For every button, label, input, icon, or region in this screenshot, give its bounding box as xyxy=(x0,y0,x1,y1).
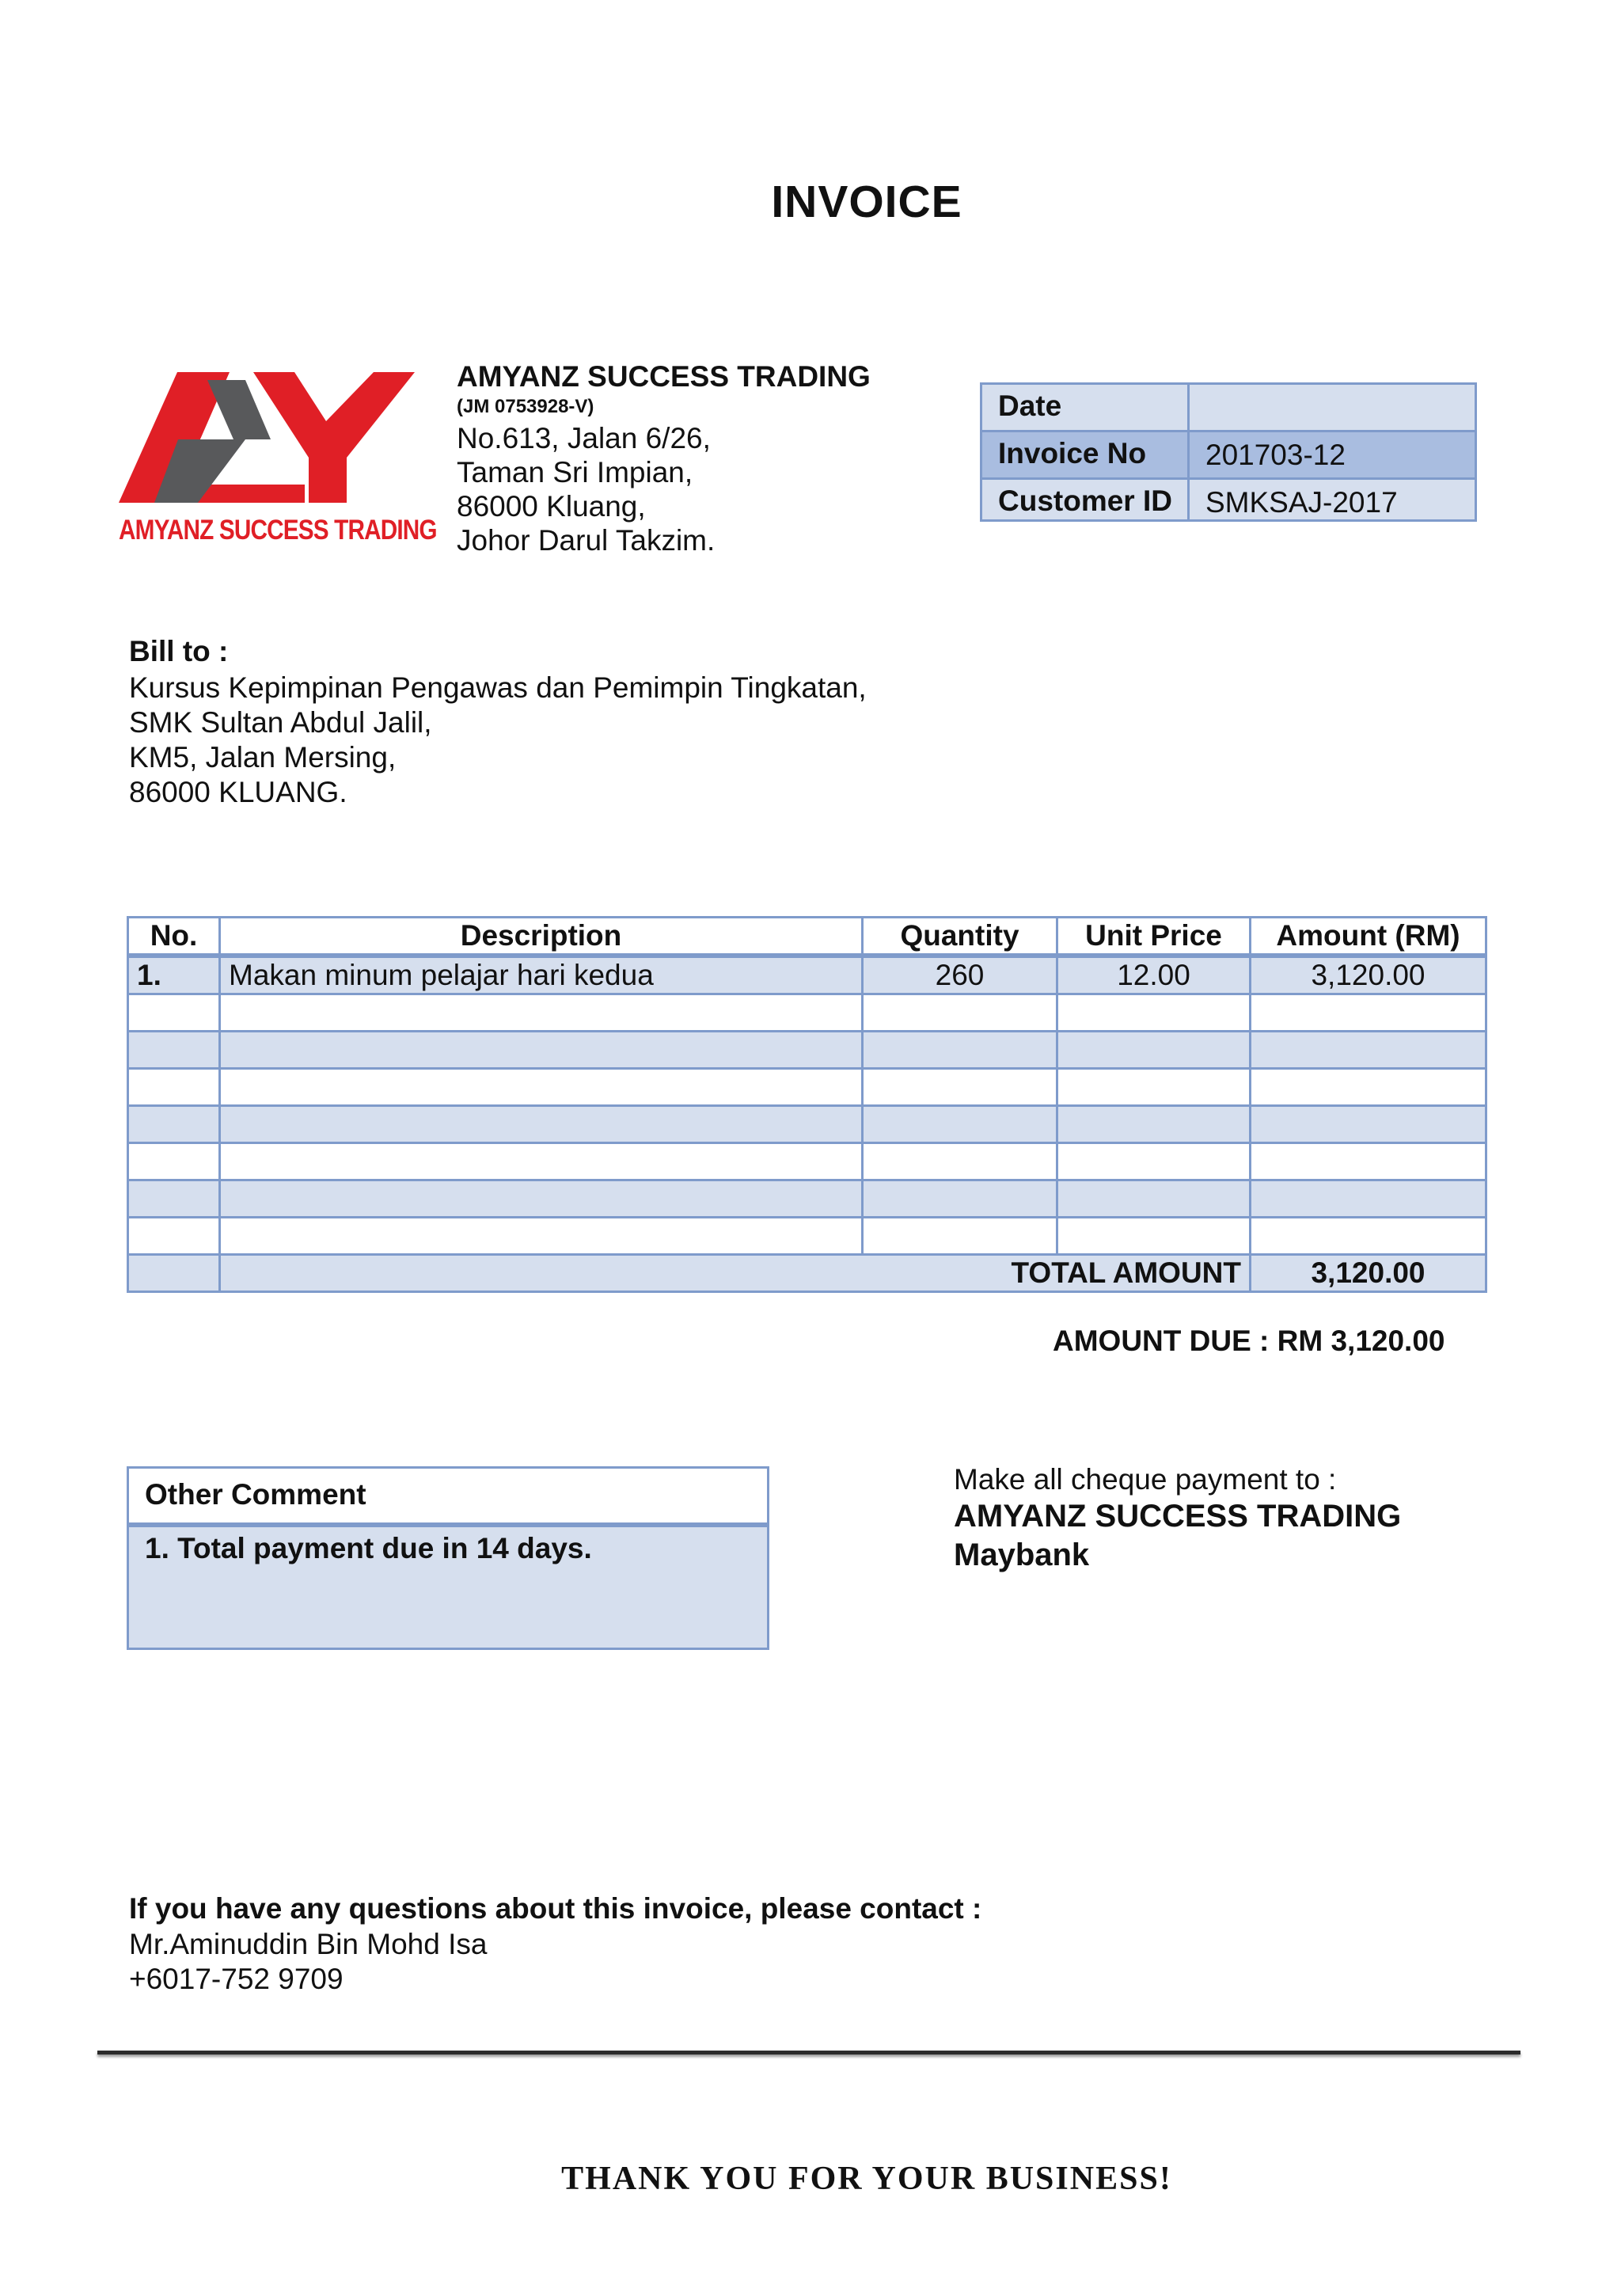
cell-unit-price xyxy=(1057,1106,1251,1143)
invoice-meta-box xyxy=(980,382,1477,522)
company-registration: (JM 0753928-V) xyxy=(457,396,594,417)
company-address-line: 86000 Kluang, xyxy=(457,490,646,523)
table-header-row xyxy=(128,918,1486,956)
header-description: Description xyxy=(220,918,863,956)
cell-unit-price xyxy=(1057,1180,1251,1218)
cheque-instruction: Make all cheque payment to : xyxy=(954,1463,1337,1496)
contact-name: Mr.Aminuddin Bin Mohd Isa xyxy=(129,1928,488,1960)
company-address-line: Johor Darul Takzim. xyxy=(457,524,716,557)
cell-no xyxy=(128,1143,220,1180)
table-row xyxy=(128,1218,1486,1255)
cell-unit-price xyxy=(1057,994,1251,1032)
date-value xyxy=(1190,385,1475,430)
table-row xyxy=(128,1069,1486,1106)
cell-description xyxy=(220,1180,863,1218)
cell-quantity xyxy=(863,1180,1057,1218)
header-amount: Amount (RM) xyxy=(1251,918,1486,956)
meta-row-customer xyxy=(982,480,1475,519)
total-row xyxy=(128,1255,1486,1292)
table-row xyxy=(128,1032,1486,1069)
cell-description xyxy=(220,1069,863,1106)
cell-unit-price xyxy=(1057,1032,1251,1069)
cell-quantity xyxy=(863,1069,1057,1106)
total-spacer xyxy=(128,1255,220,1292)
meta-row-date xyxy=(982,385,1475,432)
contact-phone: +6017-752 9709 xyxy=(129,1963,344,1995)
cell-description xyxy=(220,1218,863,1255)
bill-to-line: SMK Sultan Abdul Jalil, xyxy=(129,706,432,739)
cheque-payee: AMYANZ SUCCESS TRADING xyxy=(954,1499,1402,1534)
cell-no xyxy=(128,1069,220,1106)
cell-description: Makan minum pelajar hari kedua xyxy=(220,956,863,994)
contact-heading: If you have any questions about this invoice, please contact : xyxy=(129,1892,982,1925)
cell-unit-price xyxy=(1057,1069,1251,1106)
cell-unit-price xyxy=(1057,1143,1251,1180)
cell-no xyxy=(128,994,220,1032)
cell-quantity xyxy=(863,1032,1057,1069)
amount-due: AMOUNT DUE : RM 3,120.00 xyxy=(1053,1325,1445,1357)
cell-no: 1. xyxy=(128,956,220,994)
total-amount-value: 3,120.00 xyxy=(1251,1255,1486,1292)
footer-divider xyxy=(97,2051,1520,2055)
cell-amount xyxy=(1251,994,1486,1032)
date-label: Date xyxy=(982,385,1190,430)
table-row xyxy=(128,956,1486,994)
cell-unit-price: 12.00 xyxy=(1057,956,1251,994)
bill-to-line: Kursus Kepimpinan Pengawas dan Pemimpin Tingkatan, xyxy=(129,671,867,704)
cell-amount xyxy=(1251,1218,1486,1255)
header-unit-price: Unit Price xyxy=(1057,918,1251,956)
cell-description xyxy=(220,1032,863,1069)
invoice-title: INVOICE xyxy=(771,177,962,227)
company-address-line: No.613, Jalan 6/26, xyxy=(457,422,711,454)
header-no: No. xyxy=(128,918,220,956)
customer-id-value: SMKSAJ-2017 xyxy=(1205,486,1398,519)
cell-amount xyxy=(1251,1069,1486,1106)
bill-to-heading: Bill to : xyxy=(129,635,229,667)
cell-quantity xyxy=(863,994,1057,1032)
cell-amount xyxy=(1251,1106,1486,1143)
cell-description xyxy=(220,1143,863,1180)
thank-you-message: THANK YOU FOR YOUR BUSINESS! xyxy=(561,2161,1172,2197)
cell-quantity xyxy=(863,1218,1057,1255)
other-comment-box xyxy=(127,1466,769,1650)
meta-row-invoice xyxy=(982,432,1475,480)
customer-id-label: Customer ID xyxy=(982,480,1190,519)
invoice-no-label: Invoice No xyxy=(982,432,1190,477)
company-address-line: Taman Sri Impian, xyxy=(457,456,693,488)
invoice-no-value: 201703-12 xyxy=(1205,439,1346,471)
table-row xyxy=(128,994,1486,1032)
company-name: AMYANZ SUCCESS TRADING xyxy=(457,360,871,393)
other-comment-heading: Other Comment xyxy=(129,1469,767,1527)
cell-quantity: 260 xyxy=(863,956,1057,994)
bill-to-line: KM5, Jalan Mersing, xyxy=(129,741,397,774)
header-quantity: Quantity xyxy=(863,918,1057,956)
table-row xyxy=(128,1180,1486,1218)
cell-amount: 3,120.00 xyxy=(1251,956,1486,994)
logo-text: AMYANZ SUCCESS TRADING xyxy=(119,515,437,545)
cell-unit-price xyxy=(1057,1218,1251,1255)
cell-no xyxy=(128,1032,220,1069)
cell-no xyxy=(128,1218,220,1255)
cell-amount xyxy=(1251,1143,1486,1180)
cell-description xyxy=(220,1106,863,1143)
cheque-bank: Maybank xyxy=(954,1538,1090,1572)
other-comment-text: 1. Total payment due in 14 days. xyxy=(145,1532,592,1564)
cell-description xyxy=(220,994,863,1032)
cell-amount xyxy=(1251,1032,1486,1069)
total-amount-label: TOTAL AMOUNT xyxy=(220,1255,1251,1292)
cell-quantity xyxy=(863,1106,1057,1143)
items-table xyxy=(127,916,1487,1293)
cell-amount xyxy=(1251,1180,1486,1218)
bill-to-line: 86000 KLUANG. xyxy=(129,776,347,808)
cell-no xyxy=(128,1180,220,1218)
table-row xyxy=(128,1106,1486,1143)
table-row xyxy=(128,1143,1486,1180)
cell-quantity xyxy=(863,1143,1057,1180)
cell-no xyxy=(128,1106,220,1143)
